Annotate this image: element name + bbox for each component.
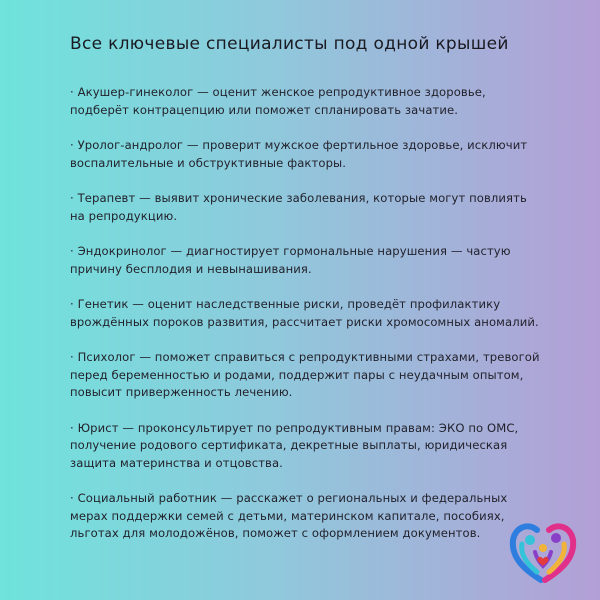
list-item: · Психолог — поможет справиться с репродуктивными страхами, тревогой перед беременностью и родами, поддержит пары с неудачным опытом, повысит приверженность лечению. [70, 350, 540, 399]
specialist-list [70, 84, 540, 561]
list-item: · Эндокринолог — диагностирует гормональные нарушения — частую причину бесплодия и невынашивания. [70, 244, 511, 276]
logo-figure-left-head [525, 535, 535, 545]
family-heart-logo-icon [507, 516, 579, 586]
list-item: · Генетик — оценит наследственные риски, проведёт профилактику врождённых пороков развития, рассчитает риски хромосомных аномалий. [70, 297, 539, 329]
list-item: · Социальный работник — расскажет о региональных и федеральных мерах поддержки семей с детьми, материнском капитале, пособиях, льготах для молодожёнов, поможет с оформлением документов. [70, 491, 508, 540]
list-item: · Юрист — проконсультирует по репродуктивным правам: ЭКО по ОМС, получение родового сертификата, декретные выплаты, юридическая защита материнства и отцовства. [70, 420, 519, 470]
list-item: · Акушер-гинеколог — оценит женское репродуктивное здоровье, подберёт контрацепцию или поможет спланировать зачатие. [70, 85, 486, 117]
logo-figure-right-head [551, 533, 561, 543]
list-item: · Уролог-андролог — проверит мужское фертильное здоровье, исключит воспалительные и обструктивные факторы. [70, 138, 528, 170]
logo-figure-child-head [539, 544, 547, 552]
page-title: Все ключевые специалисты под одной крышей [70, 34, 509, 54]
list-item: · Терапевт — выявит хронические заболевания, которые могут повлиять на репродукцию. [70, 191, 527, 223]
